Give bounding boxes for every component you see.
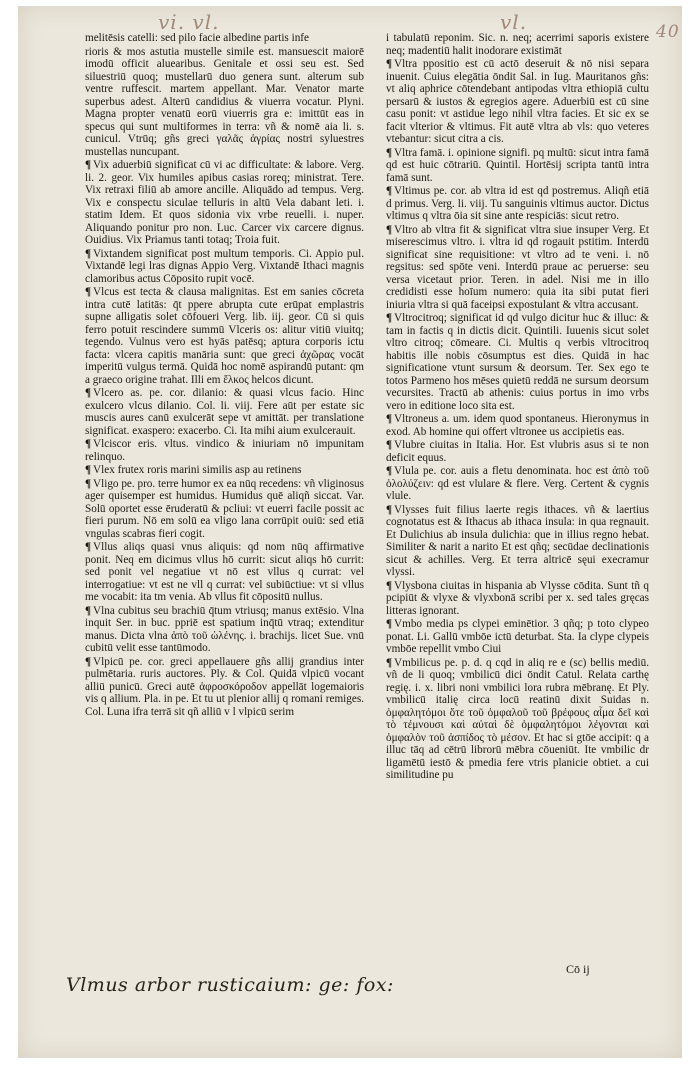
dictionary-entry: ¶ Vlysbona ciuitas in hispania ab Vlysse cōdita. Sunt tñ q pcipiūt & vlyxe & vlyxbonā scribi per x. sed tales gręcas litteras ignorant.: [386, 580, 649, 618]
folio-number-note: 40: [656, 22, 680, 42]
dictionary-entry: melitēsis catelli: sed pilo facie albedine partis infe: [85, 32, 309, 44]
handwritten-annotation: Vlmus arbor rusticaium: ge: fox:: [66, 974, 394, 996]
dictionary-entry: ¶ Vlysses fuit filius laerte regis ithaces. vñ & laertius cognotatus est & Ithacus ab ithaca insula: in qua regnauit. Et Dulichius ab insula dulichia: que in illius regno hebat. Similiter & narit a narito Et est qñq; secūdae declinationis sicut & achilles. Verg. Et terra altricē sęui execramur vlyssi.: [386, 504, 649, 579]
book-page: [18, 6, 682, 1058]
dictionary-entry: ¶ Vltroneus a. um. idem quod spontaneus. Hieronymus in exod. Ab homine qui offert vltronee us accipietis eas.: [386, 413, 649, 438]
dictionary-entry: ¶ Vlubre ciuitas in Italia. Hor. Est vlubris asus si te non deficit equus.: [386, 439, 649, 464]
margin-note-left: vi. vl.: [158, 10, 220, 34]
dictionary-entry: ¶ Vltro ab vltra fit & significat vltra siue insuper Verg. Et miserescimus vltro. i. vltra id qd rogauit pstitim. Interdū significat sine requisitione: vt vltro ad te veni. i. nō regsitus: sed spōte veni. Interdū praue ac peruerse: seu versa vicetaut prior. Teren. in adel. Nisi me in illo credidisti esse hoīum numero: quia ita sibi putat fieri iniuria vltra si quā faceipsi expostulant & vltra accusant.: [386, 224, 649, 312]
dictionary-entry: ¶ Vlna cubitus seu brachiū q̄tum vtriusq; manus extēsio. Vlna inquit Ser. in buc. ppriē est spatium inq̄tū vtraq; extenditur manus. Dicta vlna ἀπὸ τοῦ ὠλένης. i. brachijs. licet Sue. vnū cubitū velit esse tantūmodo.: [85, 605, 364, 655]
dictionary-entry: ¶ Vmbilicus pe. p. d. q cqd in aliq re e (sc) bellis mediū. vñ de li quoq; vmbilicū dici ōndit Catul. Relata carthę regię. i. x. libri noni vmbilici lora rubra mēbranę. Et Ply. vmbilicū italię circa locū reatinū dixit Suidas n. ὀμφαλητόμοι ὅτε τοῦ ὀμφαλοῦ τοῦ βρέφους αἷμα δεῖ καὶ τὸ τέμνουσι καὶ αὐταὶ δὲ ὀμφαλητόμοι λέγονται καὶ ὀμφαλὸν τοῦ ἀσπίδος τὸ μέσον. Et hac si gtōe accipit: q a illuc tāq ad cētrū librorū mēbra cōueniūt. Ite vmbilic dr ligamētū iestō & pmedia fere vtris planicie obtiet. a cui similitudine pu: [386, 657, 649, 782]
right-text-column: [386, 32, 649, 960]
dictionary-entry: ¶ Vix aduerbiū significat cū vi ac difficultate: & labore. Verg. li. 2. geor. Vix humiles apibus casias roreq; ministrat. Tere. Vix retraxi filiū ab amore ancille. Aliquādo ad tempus. Verg. Vix e conspectu siculae telluris in altū Vela dabant leti. i. statim Idem. Et quos sidonia vix vrbe reuelli. i. nuper. Aliquando ponitur pro non. Luc. Carcer vix carcere dignus. Ouidius. Vix Priamus tanti totaq; Troia fuit.: [85, 159, 364, 247]
dictionary-entry: ¶ Vligo pe. pro. terre humor ex ea nūq recedens: vñ vliginosus ager quisemper est humidus. Humidus quē aliqñ siccat. Var. Solū oportet esse ēruderatū & pcliui: vt euerri facile possit ac fieri purum. Nō em solū ea vligo lana corrūpit ouiū: sed etiā vngulas scabras fieri cogit.: [85, 478, 364, 541]
left-text-column: [85, 32, 364, 960]
dictionary-entry: ¶ Vltrocitroq; significat id qd vulgo dicitur huc & illuc: & tam in factis q in dictis dicit. Quintili. Iuuenis sicut solet vltro citroq; cōmeare. Ci. Multis q verbis vltrocitroq habitis ille nobis cōsumptus est dies. Quidā in hac significatione vtunt sursum & deorsum. Ter. Sex ego te totos Parmeno hos mēses quietū reddā ne sursum deorsum vecursites. Tractū ab athenis: cuius portus in imo vrbs vero in editione loco sita est.: [386, 312, 649, 412]
dictionary-entry: ¶ Vixtandem significat post multum temporis. Ci. Appio pul. Vixtandē legi lras dignas Appio Verg. Vixtandē Ithaci magnis clamoribus actus Cōposito rupit vocē.: [85, 248, 364, 286]
dictionary-entry: ¶ Vlpicū pe. cor. greci appellauere gñs allij grandius inter pulmētaria. ruris auctores. Ply. & Col. Quidā vlpicū vocant alliū punicū. Greci autē ἀφροσκόροδον appellāt logemaioris vis q allium. Pla. in pe. Et tu ut plenior allij q romani remiges. Col. Luna ifra terrā sit qñ alliū v l vlpicū serim: [85, 656, 364, 719]
dictionary-entry: ¶ Vlciscor eris. vltus. vindico & iniuriam nō impunitam relinquo.: [85, 438, 364, 463]
margin-note-right: vl.: [500, 10, 528, 34]
dictionary-entry: ¶ Vltimus pe. cor. ab vltra id est qd postremus. Aliqñ etiā d primus. Verg. li. viij. Tu sanguinis vltimus auctor. Dictus vltimus q vltra ōia sit sine ante respiciās: sicut retro.: [386, 185, 649, 223]
dictionary-entry: ¶ Vmbo media ps clypei eminētior. 3 qñq; p toto clypeo ponat. Li. Gallū vmbōe ictū deturbat. Sta. Ia clype clypeis vmbōe repellit vmbo Ciui: [386, 618, 649, 656]
dictionary-entry: ¶ Vlula pe. cor. auis a fletu denominata. hoc est ἀπὸ τοῦ ὀλολύζειν: qd est vlulare & flere. Verg. Certent & cygnis vlule.: [386, 465, 649, 503]
dictionary-entry: ¶ Vlcero as. pe. cor. dilanio: & quasi vlcus facio. Hinc exulcero vlcus dilanio. Col. li. viij. Fere aūt per estate sic muscis aures canū exulcerāt sepe vt amittāt. per translatione significat. exaspero: exacerbo. Ci. Ita mihi aium exulcerauit.: [85, 387, 364, 437]
dictionary-entry: rioris & mos astutia mustelle simile est. mansuescit maiorē imodū officit aluearibus. Genitale et ossi seu est. Sed siluestriū quoq; mustellarū duo genera sunt. alterum sub ventre ruffescit. martem appellant. Mar. Venator marte superbus adest. Alterū candidius & viuerra vocatur. Plyni. Magna propter venatū eorū viuerris gra e: imittūt eas in specus qui sunt multiformes in terra: vñ & nomē aia li. s. cunicul. Vtrūq; gñs greci γαλᾶς ἀγρίας nostri syluestres mustellas nuncupant.: [85, 45, 364, 158]
dictionary-entry: ¶ Vlcus est tecta & clausa malignitas. Est em sanies cōcreta intra cutē latitās: q̄t ppere abrupta cute erūpat emplastris supne alligatis solet cōfoueri Verg. lib. iij. geor. Cū si quis ferro potuit rescindere summū Vlceris os: alitur vitiū viuitq; tegendo. Vulnus vero est hyās patēsq; aptura corporis ictu facta: vlcera capitis manāria sunt: que greci ἀχῶρας vocāt imperitū vulgus termā. Quidā hoc nomē aspirandū putant: qm a graeco origine trahat. Illi em ἕλκος helcos dicunt.: [85, 286, 364, 386]
dictionary-entry: ¶ Vllus aliqs quasi vnus aliquis: qd nom nūq affirmative ponit. Neq em dicimus vllus hō currit: sicut aliqs hō currit: sed ponit vel negatiue vt nō est vllus q currat: vel interrogatiue: vt est ne vll q currat: vel subiūctiue: vt si vllus me vocabit: ita tm venia. Ab vllus fit cōpositū nullus.: [85, 541, 364, 604]
dictionary-entry: ¶ Vlex frutex roris marini similis asp au retinens: [85, 464, 364, 477]
dictionary-entry: ¶ Vltra ppositio est cū actō deseruit & nō nisi separa inuenit. Cuius elegātia ōndit Sal. in Iug. Mauritanos gñs: vt aliq aphrice cōtendebant antipodas vltra ethiopiā cultu persarū & iustos & egregios agere. Aduerbiū est cū sine casu ponit: vt astidue lego nihil vltra facies. Et sic ex se facit vlterior & vltimus. Fit autē vltra ab vls: quo veteres vtebantur: sicut citra a cis.: [386, 58, 649, 146]
dictionary-entry: ¶ Vltra famā. i. opinione signifi. pq multū: sicut intra famā qd est huic cōtrariū. Quintil. Hortēsij scripta tantū intra famā sunt.: [386, 147, 649, 185]
dictionary-entry: i tabulatū reponim. Sic. n. neq; acerrimi saporis existere neq; madentiū halit inodorare existimāt: [386, 32, 649, 57]
signature-mark: Cō ij: [566, 962, 590, 976]
